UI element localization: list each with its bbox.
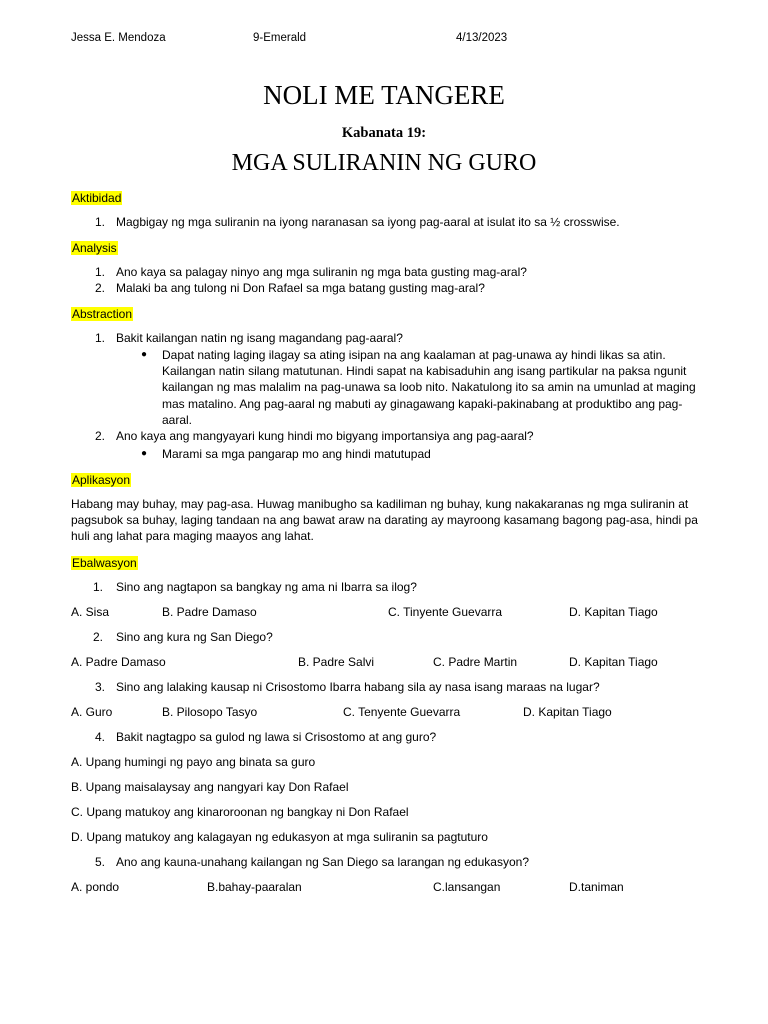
choice: B. Padre Salvi [298,655,375,669]
choice: D. Kapitan Tiago [569,655,658,669]
choice: B. Padre Damaso [162,605,257,619]
choice: A. Padre Damaso [71,655,166,669]
choice: A. pondo [71,880,120,894]
abstraction-answer: Dapat nating laging ilagay sa ating isipan na ang kaalaman at pag-unawa ay hindi likas sa atin. Kailangan natin silang matutunan. Hindi sapat na kabisaduhin ang isang partikular na paksa ngunit kailangan ng mas malalim na pag-unawa sa loob nito. Nakatulong ito sa amin na umunlad at maging mas matalino. Ang pag-aaral ng mabuti ay ginagawang kapaki-pakinabang at produktibo ang pag-aaral. [162,348,696,427]
list-number: 1. [95,215,106,229]
section-heading-aplikasyon: Aplikasyon [72,473,131,487]
student-name: Jessa E. Mendoza [71,32,166,44]
question-text: Sino ang kura ng San Diego? [116,630,273,644]
abstraction-answer: Marami sa mga pangarap mo ang hindi matutupad [162,447,431,461]
aktibidad-item: Magbigay ng mga suliranin na iyong naranasan sa iyong pag-aaral at isulat ito sa ½ crosswise. [116,215,620,229]
question-number: 4. [95,730,106,744]
question-text: Bakit nagtagpo sa gulod ng lawa si Crisostomo at ang guro? [116,730,437,744]
question-text: Sino ang nagtapon sa bangkay ng ama ni Ibarra sa ilog? [116,580,417,594]
question-number: 1. [93,580,104,594]
question-number: 3. [95,680,106,694]
chapter-title: MGA SULIRANIN NG GURO [231,150,537,176]
choice: C. Padre Martin [433,655,518,669]
analysis-item: Ano kaya sa palagay ninyo ang mga suliranin ng mga bata gusting mag-aral? [116,265,527,279]
question-number: 5. [95,855,106,869]
question-text: Ano ang kauna-unahang kailangan ng San Diego sa larangan ng edukasyon? [116,855,529,869]
choice: D. Kapitan Tiago [523,705,612,719]
choice: C.lansangan [433,880,501,894]
choice: A. Sisa [71,605,110,619]
section-heading-abstraction: Abstraction [72,307,133,321]
list-number: 1. [95,265,106,279]
question-number: 2. [93,630,104,644]
analysis-item: Malaki ba ang tulong ni Don Rafael sa mga batang gusting mag-aral? [116,281,485,295]
list-number: 1. [95,331,106,345]
choice: A. Upang humingi ng payo ang binata sa guro [71,755,316,769]
list-number: 2. [95,281,106,295]
choice: B. Pilosopo Tasyo [162,705,258,719]
document-title: NOLI ME TANGERE [263,80,505,110]
section-heading-aktibidad: Aktibidad [72,191,122,205]
bullet-icon: ● [141,349,148,360]
document-date: 4/13/2023 [456,32,508,44]
choice: A. Guro [71,705,113,719]
choice: C. Tenyente Guevarra [343,705,461,719]
list-number: 2. [95,429,106,443]
choice: D.taniman [569,880,624,894]
choice: B.bahay-paaralan [207,880,302,894]
section-heading-ebalwasyon: Ebalwasyon [72,556,137,570]
question-text: Sino ang lalaking kausap ni Crisostomo Ibarra habang sila ay nasa isang maraas na lugar? [116,680,600,694]
choice: D. Upang matukoy ang kalagayan ng edukasyon at mga suliranin sa pagtuturo [71,830,488,844]
choice: B. Upang maisalaysay ang nangyari kay Don Rafael [71,780,349,794]
abstraction-question: Ano kaya ang mangyayari kung hindi mo bigyang importansiya ang pag-aaral? [116,429,534,443]
chapter-number: Kabanata 19: [341,125,427,141]
choice: C. Upang matukoy ang kinaroroonan ng bangkay ni Don Rafael [71,805,409,819]
choice: C. Tinyente Guevarra [388,605,503,619]
bullet-icon: ● [141,448,148,459]
abstraction-question: Bakit kailangan natin ng isang magandang pag-aaral? [116,331,403,345]
choice: D. Kapitan Tiago [569,605,658,619]
aplikasyon-paragraph: Habang may buhay, may pag-asa. Huwag manibugho sa kadiliman ng buhay, kung nakakaranas ng mga suliranin at pagsubok sa buhay, laging tandaan na ang bawat araw na darating ay mayroong kasamang bagong pag-asa, hindi pa huli ang lahat para maging maayos ang lahat. [71,497,698,544]
student-section: 9-Emerald [253,32,307,44]
section-heading-analysis: Analysis [72,241,117,255]
